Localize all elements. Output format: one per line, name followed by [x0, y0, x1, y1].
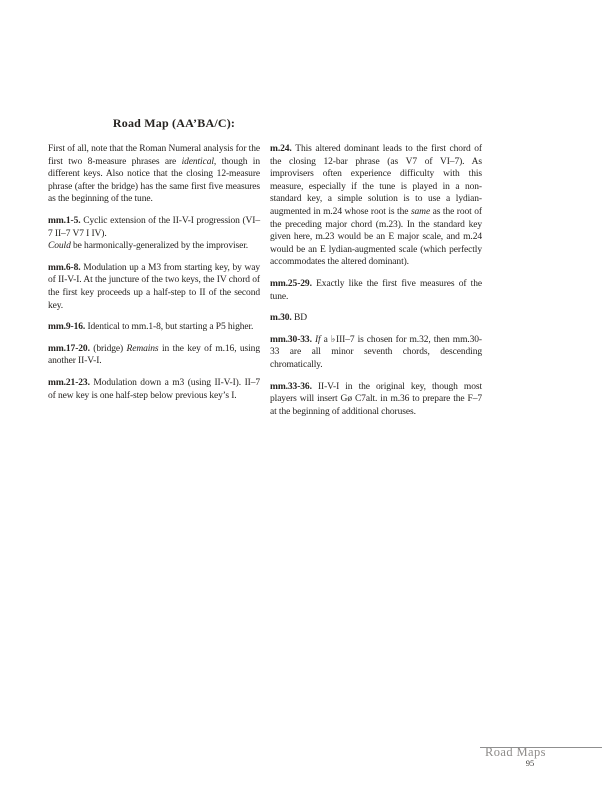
paragraph: [48, 215, 260, 253]
text-run: BD: [293, 313, 307, 324]
text-run: Identical to mm.1-8, but starting a P5 higher.: [87, 322, 254, 333]
measure-label: m.30.: [270, 313, 294, 324]
text-run: Remains: [126, 343, 159, 354]
text-run: same: [410, 206, 431, 217]
text-run: II-V-I in the original key, though most players will insert Gø C7alt. in m.36 to prepare the F–7 at the beginning of additional choruses.: [270, 381, 482, 417]
paragraph: [48, 143, 260, 206]
measure-label: mm.6-8.: [48, 262, 84, 273]
measure-label: mm.30-33.: [270, 334, 315, 345]
left-column: [48, 143, 260, 427]
two-column-layout: [48, 143, 482, 427]
text-run: First of all, note that the Roman Numeral analysis for the first two 8-measure phrases are: [48, 144, 260, 167]
text-run: in the key of m.16, using another II-V-I.: [48, 343, 260, 367]
measure-label: m.24.: [270, 144, 296, 154]
paragraph: [48, 377, 260, 402]
text-run: Exactly like the first five measures of the tune.: [270, 278, 482, 302]
paragraph: [270, 143, 482, 269]
page-content: [48, 116, 482, 427]
measure-label: mm.21-23.: [48, 377, 94, 388]
text-run: Modulation up a M3 from starting key, by way of II-V-I. At the juncture of the two keys, the IV chord of the first key proceeds up a half-step to II of the second key.: [48, 262, 260, 311]
page-number: 95: [525, 758, 535, 768]
text-run: , though in different keys. Also notice that the closing 12-measure phrase (after the bridge) has the same first five measures as the beginning of the tune.: [48, 156, 260, 205]
text-run: (bridge): [93, 343, 127, 354]
paragraph: [270, 334, 482, 372]
text-run: Cyclic extension of the II-V-I progression (VI–7 II–7 V7 I IV).: [48, 215, 260, 239]
measure-label: mm.17-20.: [48, 343, 94, 354]
footer-section-title: Road Maps: [485, 747, 546, 759]
text-run: If: [314, 334, 321, 345]
text-run: Could: [48, 241, 71, 252]
measure-label: mm.1-5.: [48, 215, 84, 226]
paragraph: [270, 278, 482, 303]
text-run: Modulation down a m3 (using II-V-I). II–7 of new key is one half-step below previous key’s I.: [48, 377, 260, 401]
right-column: [270, 143, 482, 427]
text-run: This altered dominant leads to the first chord of the closing 12-bar phrase (as V7 of VI–7). As improvisers often experience difficulty with this measure, especially if the tune is played in a non-standard key, a simple solution is to use a lydian-augmented in m.24 whose root is the: [270, 144, 482, 217]
measure-label: mm.25-29.: [270, 278, 317, 289]
text-run: be harmonically-generalized by the improviser.: [70, 241, 249, 252]
paragraph: [48, 343, 260, 368]
measure-label: mm.33-36.: [270, 381, 318, 392]
paragraph: [270, 381, 482, 419]
paragraph: [270, 312, 482, 325]
paragraph: [48, 262, 260, 312]
page-title: Road Map (AA’BA/C):: [112, 116, 236, 130]
measure-label: mm.9-16.: [48, 322, 88, 333]
text-run: identical: [181, 156, 214, 167]
text-run: as the root of the preceding major chord (m.23). In the standard key given here, m.23 would be an E major scale, and m.24 would be an E lydian-augmented scale (which perfectly accommodates the altered dominant).: [270, 206, 482, 268]
text-run: a ♭III–7 is chosen for m.32, then mm.30-33 are all minor seventh chords, descending chromatically.: [270, 334, 482, 370]
paragraph: [48, 321, 260, 334]
